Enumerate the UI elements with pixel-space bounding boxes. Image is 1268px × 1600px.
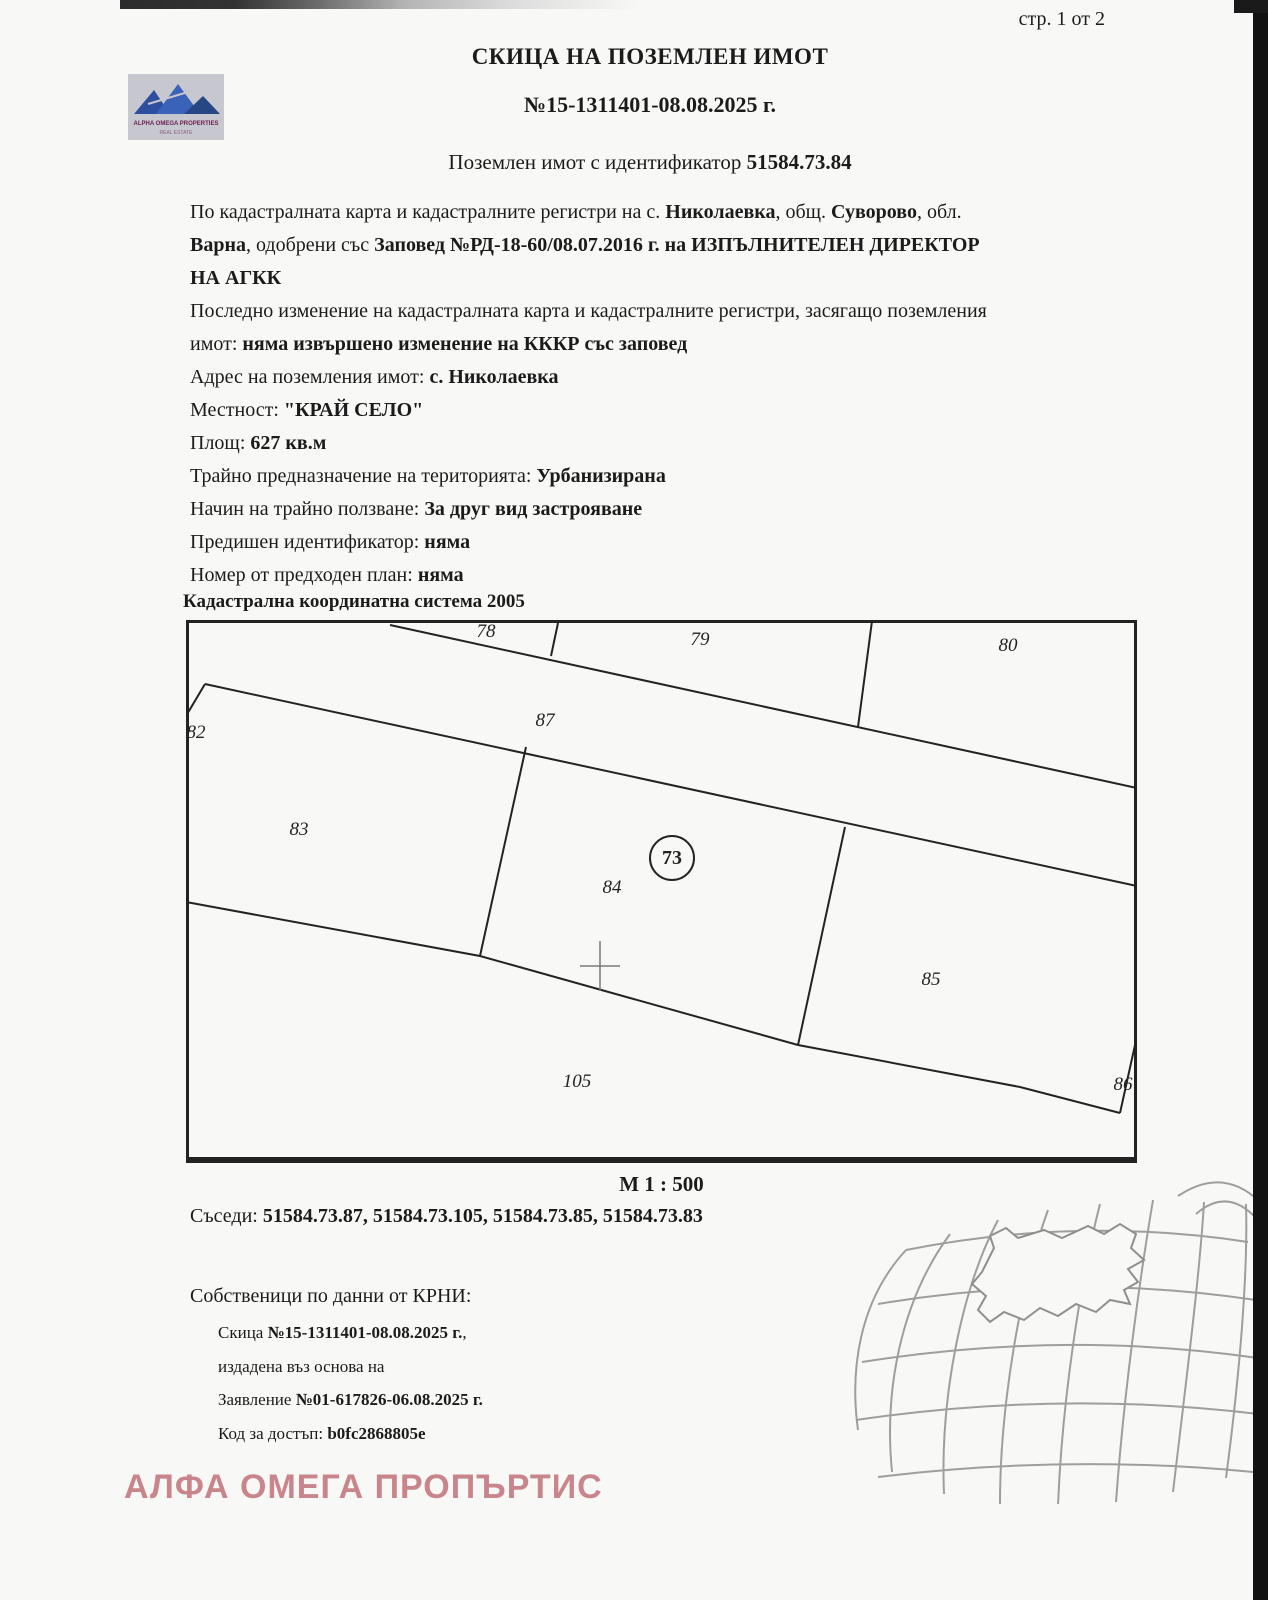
document-title: СКИЦА НА ПОЗЕМЛЕН ИМОТ bbox=[471, 44, 829, 69]
parcel-label-73: 73 bbox=[649, 835, 695, 881]
application-line: Заявление №01-617826-06.08.2025 г. bbox=[218, 1390, 483, 1409]
body-line: Последно изменение на кадастралната карта и кадастралните регистри, засягащо поземления bbox=[190, 300, 987, 322]
body-line: НА АГКК bbox=[190, 267, 282, 289]
parcel-label-83: 83 bbox=[289, 819, 309, 840]
body-line: Варна, одобрени със Заповед №РД-18-60/08.07.2016 г. на ИЗПЪЛНИТЕЛЕН ДИРЕКТОР bbox=[190, 234, 980, 256]
page-number: стр. 1 от 2 bbox=[1018, 8, 1105, 30]
neighbors-values: 51584.73.87, 51584.73.105, 51584.73.85, 51584.73.83 bbox=[262, 1205, 703, 1227]
property-identifier-value: 51584.73.84 bbox=[746, 150, 852, 174]
neighbors-line bbox=[190, 1205, 703, 1228]
parcel-label-79: 79 bbox=[690, 629, 710, 650]
previous-plan-line: Номер от предходен план: няма bbox=[190, 564, 464, 586]
scan-corner-artifact bbox=[1234, 0, 1268, 13]
parcel-label-layer bbox=[186, 620, 1137, 1163]
parcel-label-82: 82 bbox=[186, 722, 206, 743]
parcel-label-86: 86 bbox=[1113, 1074, 1133, 1095]
property-identifier-label: Поземлен имот с идентификатор bbox=[448, 150, 747, 174]
territory-purpose-line: Трайно предназначение на територията: Урбанизирана bbox=[190, 465, 666, 487]
access-code-line: Код за достъп: b0fc2868805e bbox=[218, 1424, 426, 1443]
sketch-reference-line: Скица №15-1311401-08.08.2025 г., bbox=[218, 1323, 467, 1342]
parcel-label-80: 80 bbox=[998, 635, 1018, 656]
owners-heading: Собственици по данни от КРНИ: bbox=[190, 1285, 472, 1307]
property-identifier-line bbox=[190, 150, 1110, 175]
logo-text: ALPHA OMEGA PROPERTIES bbox=[133, 121, 219, 127]
body-line: По кадастралната карта и кадастралните регистри на с. Николаевка, общ. Суворово, обл. bbox=[190, 201, 962, 223]
locality-line: Местност: "КРАЙ СЕЛО" bbox=[190, 399, 424, 421]
document-number: №15-1311401-08.08.2025 г. bbox=[523, 92, 777, 117]
map-scale: М 1 : 500 bbox=[619, 1172, 704, 1196]
issued-basis-line: издадена въз основа на bbox=[218, 1357, 385, 1376]
usage-line: Начин на трайно ползване: За друг вид застрояване bbox=[190, 498, 643, 520]
previous-identifier-line: Предишен идентификатор: няма bbox=[190, 531, 471, 553]
bulgaria-outline bbox=[972, 1224, 1144, 1322]
neighbors-label: Съседи: bbox=[190, 1205, 263, 1227]
parcel-label-85: 85 bbox=[921, 969, 941, 990]
parcel-label-78: 78 bbox=[476, 621, 496, 642]
scan-edge-strip bbox=[1253, 0, 1268, 1600]
address-line: Адрес на поземления имот: с. Николаевка bbox=[190, 366, 559, 388]
parcel-label-87: 87 bbox=[535, 710, 555, 731]
coordinate-system-label: Кадастрална координатна система 2005 bbox=[183, 591, 525, 612]
parcel-label-105: 105 bbox=[562, 1071, 592, 1092]
agency-watermark: АЛФА ОМЕГА ПРОПЪРТИС bbox=[124, 1468, 603, 1506]
parcel-label-84: 84 bbox=[602, 877, 622, 898]
cadastral-map bbox=[186, 620, 1137, 1163]
area-line: Площ: 627 кв.м bbox=[190, 432, 327, 454]
globe-bulgaria-graphic bbox=[848, 1172, 1260, 1504]
logo-subtext: REAL ESTATE bbox=[159, 130, 193, 136]
scan-smudge-artifact bbox=[120, 0, 640, 9]
body-line: имот: няма извършено изменение на КККР със заповед bbox=[190, 333, 688, 355]
